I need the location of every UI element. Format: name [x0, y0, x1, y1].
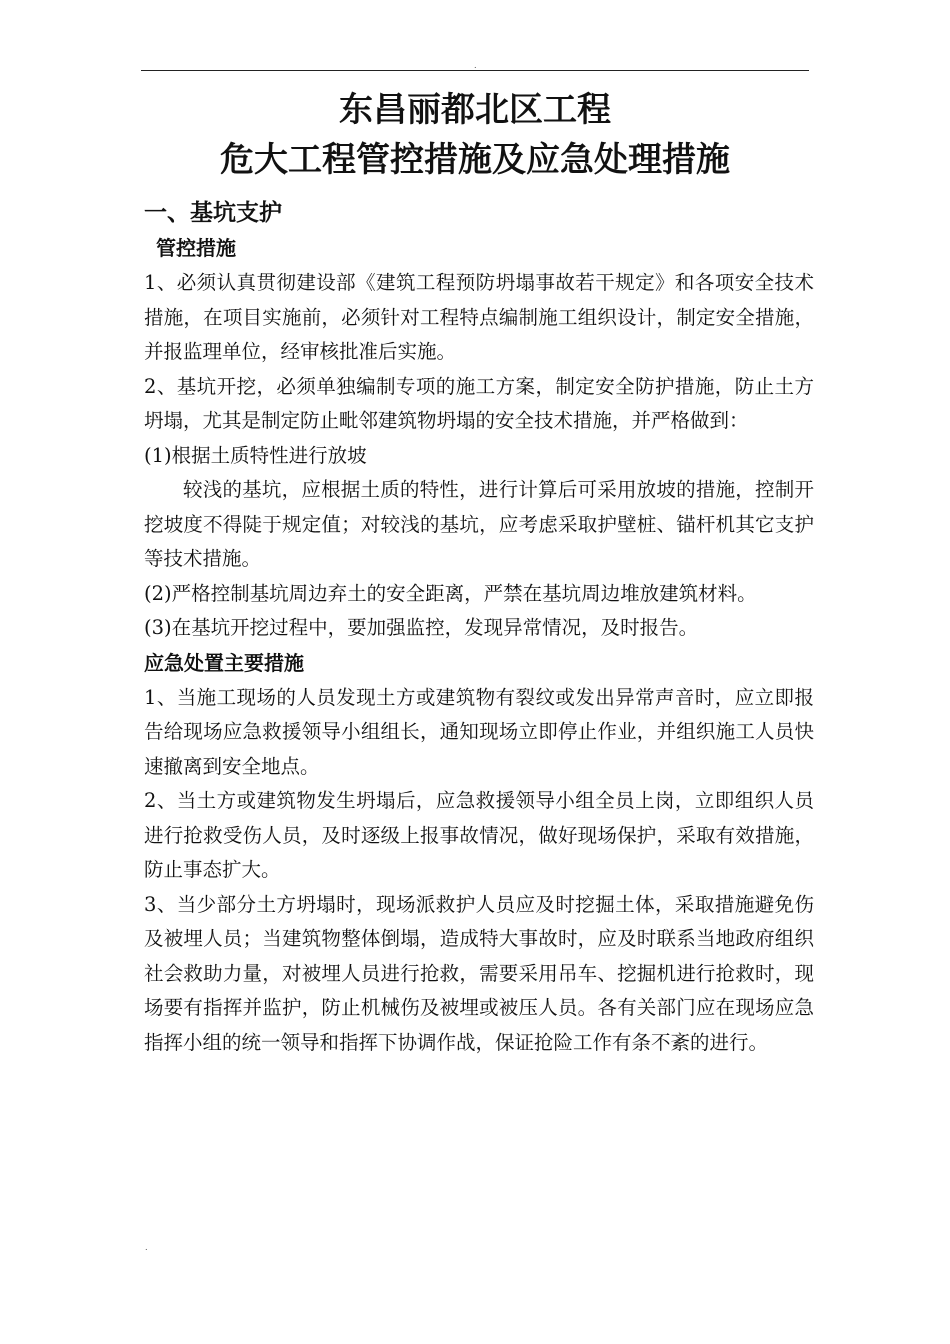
emergency-measures-heading: 应急处置主要措施: [144, 650, 304, 675]
control-item-3: (3)在基坑开挖过程中，要加强监控，发现异常情况，及时报告。: [144, 616, 699, 639]
control-item-1-title: (1)根据土质特性进行放坡: [144, 443, 367, 467]
section-heading: 一、基坑支护: [144, 200, 282, 226]
control-item-1-body: 较浅的基坑，应根据土质的特性，进行计算后可采用放坡的措施，控制开挖坡度不得陡于规定值；对较浅的基坑，应考虑采取护壁桩、锚杆机其它支护等技术措施。: [144, 478, 814, 570]
footer-mark: .: [145, 1243, 148, 1252]
emergency-paragraph-1: 1、当施工现场的人员发现土方或建筑物有裂纹或发出异常声音时，应立即报告给现场应急救援领导小组组长，通知现场立即停止作业，并组织施工人员快速撤离到安全地点。: [144, 685, 814, 778]
control-paragraph-2: 2、基坑开挖，必须单独编制专项的施工方案，制定安全防护措施，防止土方坍塌，尤其是制定防止毗邻建筑物坍塌的安全技术措施，并严格做到：: [144, 374, 814, 432]
emergency-paragraph-2: 2、当土方或建筑物发生坍塌后，应急救援领导小组全员上岗，立即组织人员进行抢救受伤人员，及时逐级上报事故情况，做好现场保护，采取有效措施，防止事态扩大。: [144, 789, 814, 881]
control-measures-heading: 管控措施: [156, 236, 236, 260]
document-title-line-2: 危大工程管控措施及应急处理措施: [220, 140, 730, 180]
emergency-paragraph-3: 3、当少部分土方坍塌时，现场派救护人员应及时挖掘土体，采取措施避免伤及被埋人员；当建筑物整体倒塌，造成特大事故时，应及时联系当地政府组织社会救助力量，对被埋人员进行抢救，需要采用吊车、挖掘机进行抢救时，现场要有指挥并监护，防止机械伤及被埋或被压人员。各有关部门应在现场应急指挥小组的统一领导和指挥下协调作战，保证抢险工作有条不紊的进行。: [144, 892, 814, 1054]
document-body: [144, 195, 814, 1060]
header-mark: .: [474, 61, 477, 70]
control-paragraph-1: 1、必须认真贯彻建设部《建筑工程预防坍塌事故若干规定》和各项安全技术措施，在项目实施前，必须针对工程特点编制施工组织设计，制定安全措施，并报监理单位，经审核批准后实施。: [144, 271, 814, 363]
header-rule: [141, 70, 809, 71]
document-title-line-1: 东昌丽都北区工程: [339, 90, 611, 130]
control-item-2: (2)严格控制基坑周边弃土的安全距离，严禁在基坑周边堆放建筑材料。: [144, 581, 757, 605]
